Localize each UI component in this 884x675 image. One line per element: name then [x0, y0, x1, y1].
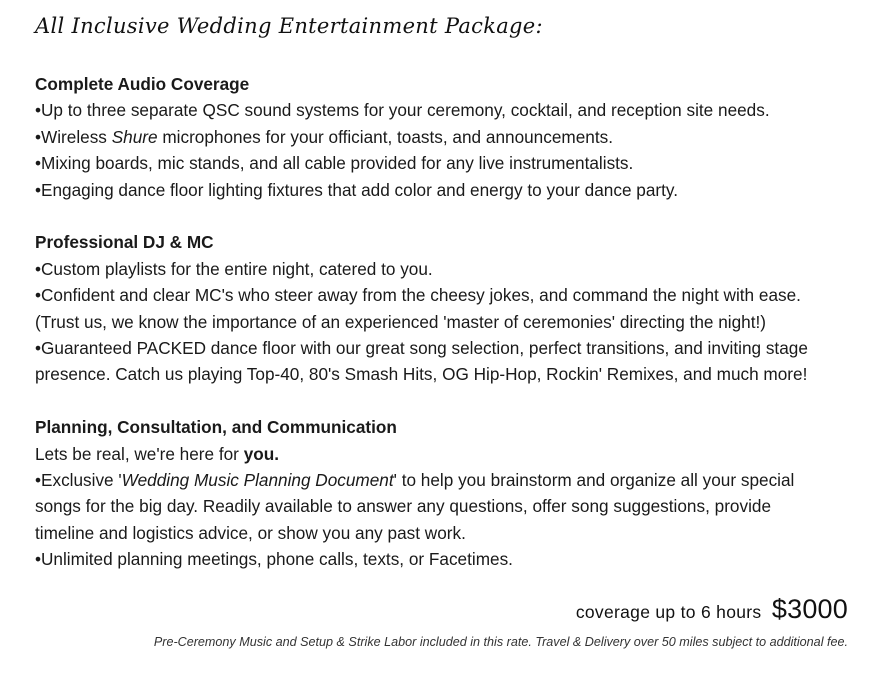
audio-bullet-microphones-suffix: microphones for your officiant, toasts, and announcements. [157, 126, 613, 147]
planning-section-heading: Planning, Consultation, and Communication [35, 417, 397, 438]
coverage-label: coverage up to 6 hours [575, 602, 762, 622]
planning-intro [35, 441, 865, 467]
dj-bullet-dance-floor-cont: presence. Catch us playing Top-40, 80's Smash Hits, OG Hip-Hop, Rockin' Remixes, and much more! [35, 364, 808, 385]
audio-section-heading: Complete Audio Coverage [35, 74, 250, 94]
planning-document-name: Wedding Music Planning Document [121, 470, 394, 491]
section-spacer [35, 203, 865, 229]
pricing-footnote: Pre-Ceremony Music and Setup & Strike Labor included in this rate. Travel & Delivery over 50 miles subject to additional fee. [153, 635, 848, 649]
planning-bullet-document-suffix: ' to help you brainstorm and organize all your special [393, 470, 795, 491]
audio-bullet-microphones-prefix: •Wireless [35, 126, 112, 147]
audio-bullet-microphones [35, 124, 865, 150]
section-spacer [35, 388, 865, 414]
dj-bullet-playlists: •Custom playlists for the entire night, catered to you. [35, 258, 433, 279]
planning-intro-text: Lets be real, we're here for [35, 443, 244, 464]
audio-bullet-sound-systems: •Up to three separate QSC sound systems for your ceremony, cocktail, and reception site needs. [35, 100, 770, 121]
package-price: $3000 [771, 594, 848, 624]
planning-bullet-document-prefix: •Exclusive ' [35, 470, 122, 491]
planning-bullet-meetings: •Unlimited planning meetings, phone calls, texts, or Facetimes. [35, 549, 513, 570]
pricing-row [576, 594, 848, 625]
dj-bullet-mc: •Confident and clear MC's who steer away from the cheesy jokes, and command the night with ease. [35, 285, 801, 306]
planning-bullet-document-cont: songs for the big day. Readily available to answer any questions, offer song suggestions, provide [35, 496, 772, 517]
audio-bullet-mixing-boards: •Mixing boards, mic stands, and all cable provided for any live instrumentalists. [35, 153, 634, 174]
planning-intro-emphasis: you. [243, 443, 280, 464]
package-details [35, 71, 865, 573]
shure-brand-text: Shure [111, 126, 158, 147]
planning-bullet-document [35, 467, 865, 493]
audio-bullet-lighting: •Engaging dance floor lighting fixtures that add color and energy to your dance party. [35, 179, 678, 200]
dj-bullet-mc-note: (Trust us, we know the importance of an experienced 'master of ceremonies' directing the night!) [35, 311, 767, 332]
package-title: All Inclusive Wedding Entertainment Package: [35, 14, 543, 38]
dj-bullet-dance-floor: •Guaranteed PACKED dance floor with our great song selection, perfect transitions, and inviting stage [35, 338, 808, 359]
dj-section-heading: Professional DJ & MC [35, 232, 214, 253]
planning-bullet-document-cont-2: timeline and logistics advice, or show you any past work. [35, 522, 466, 543]
